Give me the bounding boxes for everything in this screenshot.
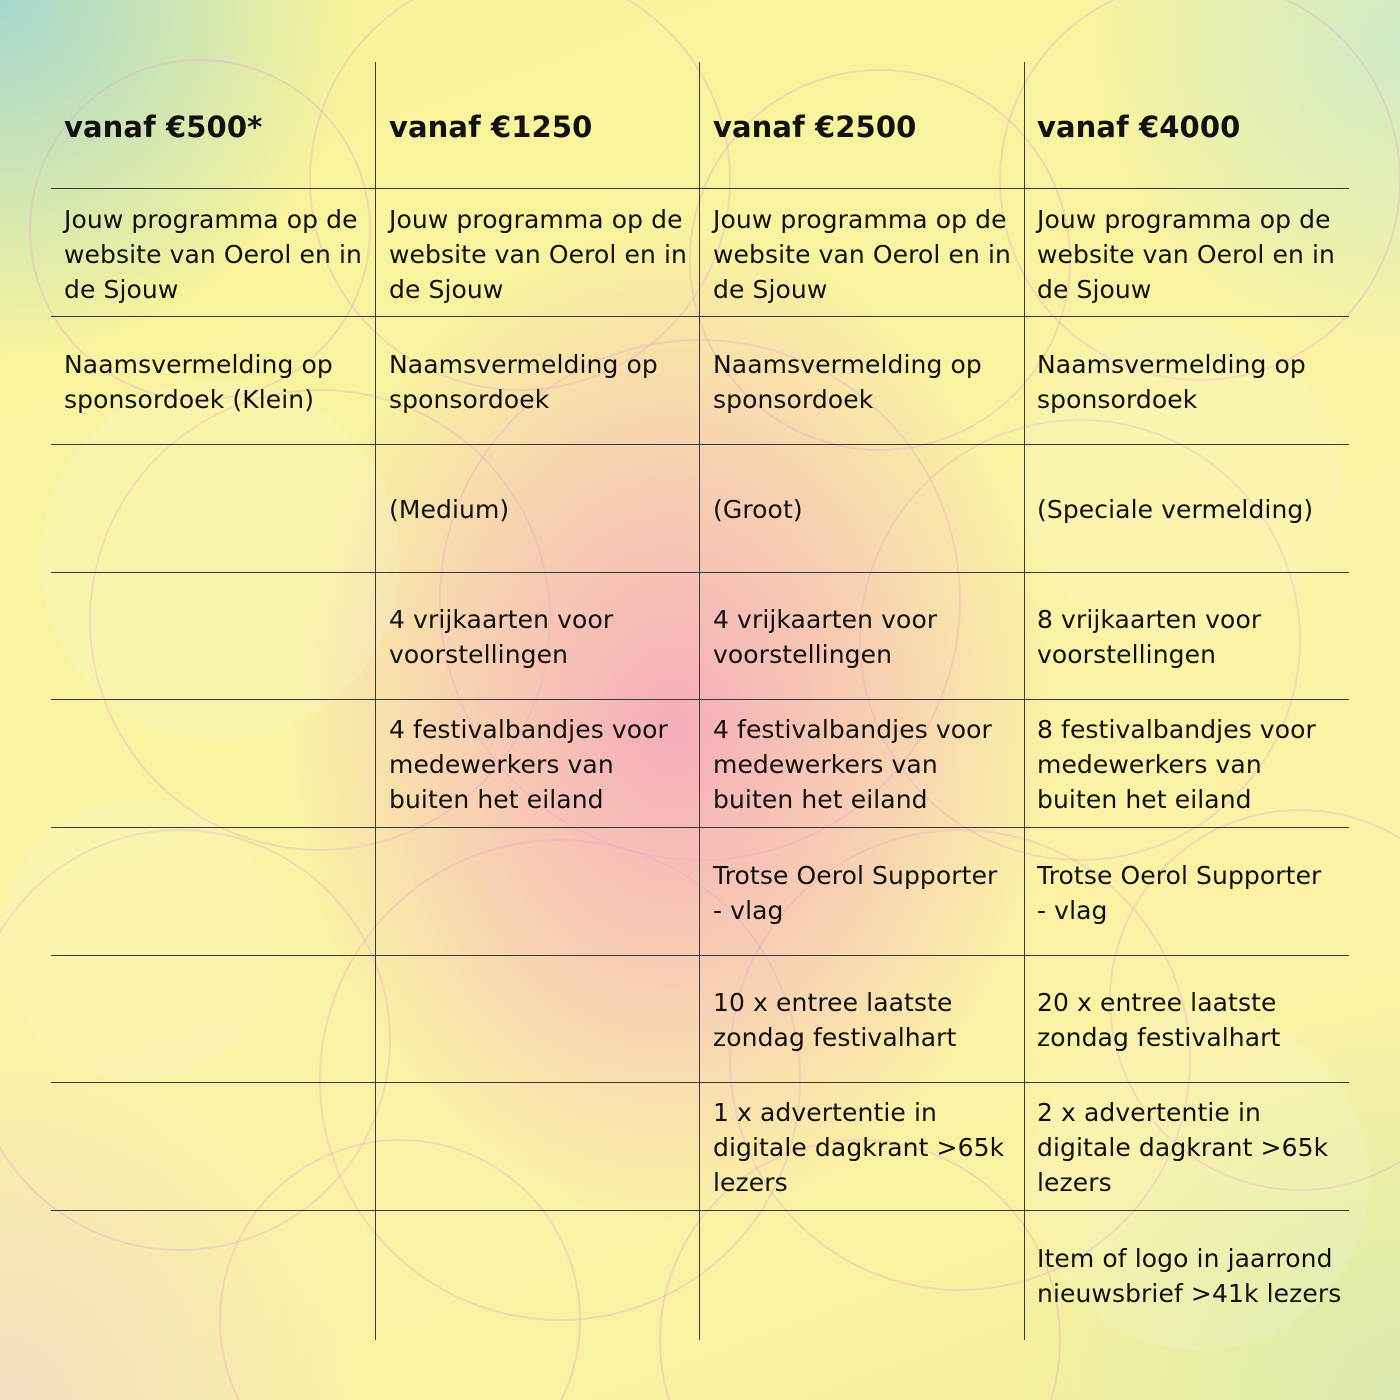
row-divider: [51, 316, 1349, 317]
row-divider: [51, 955, 1349, 956]
benefit-banner-size: (Speciale vermelding): [1037, 495, 1314, 524]
benefit-website-program: Jouw programma op de website van Oerol en in de Sjouw: [713, 205, 1011, 304]
benefit-sponsor-banner: Naamsvermelding op sponsordoek: [389, 350, 658, 414]
benefit-free-tickets: 4 vrijkaarten voor voorstellingen: [389, 605, 614, 669]
benefit-banner-size: (Groot): [713, 495, 803, 524]
tier-price-4000: vanaf €4000: [1037, 110, 1241, 144]
benefit-website-program: Jouw programma op de website van Oerol en in de Sjouw: [64, 205, 362, 304]
row-divider: [51, 188, 1349, 189]
column-divider: [1024, 62, 1025, 1340]
row-divider: [51, 827, 1349, 828]
benefit-festival-wristbands: 8 festivalbandjes voor medewerkers van buiten het eiland: [1037, 715, 1316, 814]
benefit-sunday-entry: 20 x entree laatste zondag festivalhart: [1037, 988, 1281, 1052]
column-divider: [699, 62, 700, 1340]
benefit-festival-wristbands: 4 festivalbandjes voor medewerkers van buiten het eiland: [389, 715, 668, 814]
benefit-free-tickets: 8 vrijkaarten voor voorstellingen: [1037, 605, 1262, 669]
row-divider: [51, 1082, 1349, 1083]
tier-price-500: vanaf €500*: [64, 110, 263, 144]
benefit-free-tickets: 4 vrijkaarten voor voorstellingen: [713, 605, 938, 669]
row-divider: [51, 1210, 1349, 1211]
sponsor-price-table: [51, 62, 1349, 1340]
row-divider: [51, 699, 1349, 700]
benefit-website-program: Jouw programma op de website van Oerol en in de Sjouw: [1037, 205, 1335, 304]
benefit-digital-ad: 1 x advertentie in digitale dagkrant >65k lezers: [713, 1098, 1005, 1197]
benefit-newsletter: Item of logo in jaarrond nieuwsbrief >41k lezers: [1037, 1244, 1342, 1308]
benefit-sponsor-banner: Naamsvermelding op sponsordoek: [1037, 350, 1306, 414]
benefit-banner-size: (Medium): [389, 495, 510, 524]
benefit-sunday-entry: 10 x entree laatste zondag festivalhart: [713, 988, 957, 1052]
row-divider: [51, 572, 1349, 573]
benefit-festival-wristbands: 4 festivalbandjes voor medewerkers van buiten het eiland: [713, 715, 992, 814]
tier-price-1250: vanaf €1250: [389, 110, 593, 144]
benefit-digital-ad: 2 x advertentie in digitale dagkrant >65k lezers: [1037, 1098, 1329, 1197]
benefit-sponsor-banner: Naamsvermelding op sponsordoek (Klein): [64, 350, 333, 414]
benefit-supporter-flag: Trotse Oerol Supporter - vlag: [1037, 861, 1322, 925]
benefit-sponsor-banner: Naamsvermelding op sponsordoek: [713, 350, 982, 414]
benefit-supporter-flag: Trotse Oerol Supporter - vlag: [713, 861, 998, 925]
benefit-website-program: Jouw programma op de website van Oerol en in de Sjouw: [389, 205, 687, 304]
tier-price-2500: vanaf €2500: [713, 110, 917, 144]
column-divider: [375, 62, 376, 1340]
row-divider: [51, 444, 1349, 445]
